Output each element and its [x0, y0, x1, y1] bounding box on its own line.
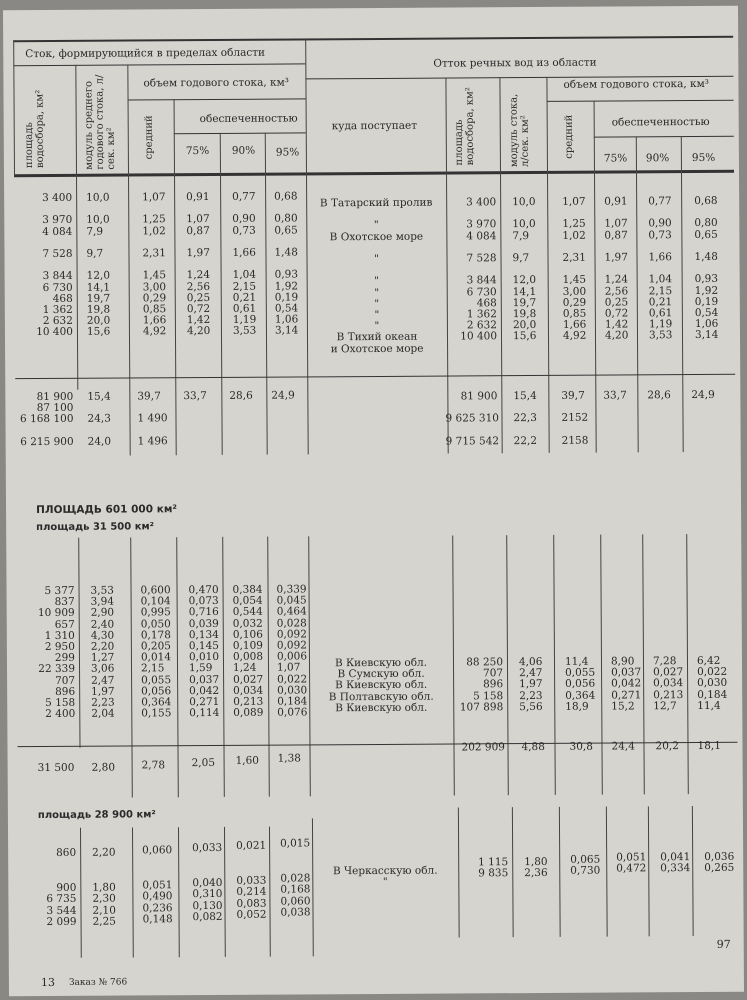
totals1-module: 15,4 24,3 24,0	[87, 390, 112, 448]
p75-header: 75%	[185, 144, 210, 158]
prob-rule-right	[594, 136, 734, 138]
totals1-mean: 39,7 1 490 1 496	[137, 390, 168, 448]
totals2-p90: 1,60	[235, 754, 260, 767]
totals2-area: 31 500	[37, 761, 75, 775]
top-rule	[13, 36, 733, 42]
column-divider	[600, 535, 603, 795]
area-header-right: площадь водосбора, км²	[453, 87, 476, 166]
p75-header-right: 75%	[603, 152, 628, 165]
totals1-area: 81 900 87 100 6 168 100 6 215 900	[20, 390, 74, 448]
column-divider	[547, 173, 550, 453]
column-divider	[692, 806, 694, 936]
column-divider	[130, 537, 133, 797]
totals2-module: 2,80	[91, 761, 116, 774]
section1-title: ПЛОЩАДЬ 601 000 км²	[36, 503, 178, 517]
header-divider	[305, 38, 307, 174]
block2-module: 3,53 3,94 2,90 2,40 4,30 2,20 1,27 3,06 2,47 1,97 2,23 2,04	[90, 584, 115, 720]
totals2-r-p90: 20,2	[655, 740, 679, 753]
module-header-right: модуль стока, л/сек. км²	[508, 93, 531, 168]
block3-r-p95: 0,036 0,265	[704, 850, 735, 875]
totals2-p75: 2,05	[191, 756, 216, 770]
block2-p75: 0,470 0,073 0,716 0,039 0,134 0,145 0,010 1,59 0,037 0,042 0,271 0,114	[188, 583, 220, 720]
block1-r-p75: 0,91 1,07 0,87 1,97 1,24 2,56 0,25 0,72 1,42 4,20	[604, 195, 629, 343]
module-header: модуль среднего годового стока, л/сек. км²	[83, 74, 117, 170]
column-divider	[553, 535, 556, 795]
section2-subtitle: площадь 28 900 км²	[37, 809, 156, 822]
p90-header: 90%	[231, 144, 256, 157]
block1-p90: 0,77 0,90 0,73 1,66 1,04 2,15 0,21 0,61 1,19 3,53	[232, 190, 257, 338]
block1-r-module: 10,0 10,0 7,9 9,7 12,0 14,1 19,7 19,8 20,0 15,6	[512, 196, 537, 343]
column-divider	[78, 538, 80, 748]
right-group-header: Отток речных вод из области	[433, 56, 597, 70]
header-divider	[594, 101, 595, 173]
totals1-r-mean: 39,7 2152 2158	[561, 389, 589, 447]
totals1-r-area: 81 900 9 625 310 9 715 542	[445, 390, 500, 448]
totals1-r-p75: 33,7	[603, 389, 627, 402]
block3-module: 2,20 1,80 2,30 2,10 2,25	[92, 846, 116, 928]
mean-header: средний	[143, 115, 155, 160]
totals1-p75: 33,7	[183, 390, 207, 403]
column-divider	[606, 807, 608, 937]
totals2-r-p75: 24,4	[611, 740, 635, 753]
block2-r-p90: 7,28 0,027 0,034 0,213 12,7	[652, 655, 684, 713]
column-divider	[269, 827, 271, 957]
prob-rule-left	[174, 132, 306, 134]
column-divider	[686, 534, 689, 794]
column-divider	[636, 172, 639, 452]
column-divider	[594, 173, 597, 453]
header-divider	[174, 99, 175, 175]
section1-subtitle: площадь 31 500 км²	[36, 521, 155, 534]
totals2-mean: 2,78	[141, 759, 166, 772]
block2-p95: 0,339 0,045 0,464 0,028 0,092 0,092 0,006 1,07 0,022 0,030 0,184 0,076	[276, 583, 308, 719]
block3-p75: 0,033 0,040 0,310 0,130 0,082	[192, 841, 223, 924]
sheet-number: 13	[40, 975, 55, 990]
block2-r-p95: 6,42 0,022 0,030 0,184 11,4	[696, 654, 728, 712]
block3-r-mean: 0,065 0,730	[570, 853, 601, 878]
block3-r-p75: 0,051 0,472	[616, 851, 647, 875]
column-divider	[265, 175, 268, 455]
column-divider	[681, 172, 684, 452]
header-bottom-rule	[14, 170, 734, 177]
volume-header: объем годового стока, км³	[143, 76, 289, 90]
column-divider	[648, 806, 650, 936]
block1-p75: 0,91 1,07 0,87 1,97 1,24 2,56 0,25 0,72 1,42 4,20	[186, 190, 211, 338]
totals1-p95: 24,9	[271, 389, 295, 402]
block3-r-module: 1,80 2,36	[524, 855, 548, 880]
block2-mean: 0,600 0,104 0,995 0,050 0,178 0,205 0,014 2,15 0,055 0,056 0,364 0,155	[140, 584, 172, 720]
block1-mean: 1,07 1,25 1,02 2,31 1,45 3,00 0,29 0,85 1,66 4,92	[142, 191, 167, 338]
block1-module: 10,0 10,0 7,9 9,7 12,0 14,1 19,7 19,8 20,0 15,6	[86, 191, 111, 339]
header-divider	[636, 136, 637, 172]
totals2-r-area: 202 909	[461, 741, 505, 754]
column-divider	[267, 537, 270, 797]
p95-header: 95%	[275, 146, 300, 159]
left-group-rule	[13, 63, 305, 66]
block1-r-area: 3 400 3 970 4 084 7 528 3 844 6 730 468 1 362 2 632 10 400	[460, 196, 498, 343]
block3-area: 860 900 6 735 3 544 2 099	[46, 846, 77, 929]
column-divider	[220, 175, 223, 455]
totals2-r-module: 4,88	[521, 740, 545, 754]
block2-area: 5 377 837 10 909 657 1 310 2 950 299 22 339 707 896 5 158 2 400	[37, 584, 76, 721]
header-divider	[445, 78, 447, 174]
volume-rule-right	[547, 100, 734, 102]
left-group-header: Сток, формирующийся в пределах области	[25, 46, 266, 61]
block3-r-area: 1 115 9 835	[478, 856, 509, 880]
column-divider	[76, 176, 78, 390]
block2-r-mean: 11,4 0,055 0,056 0,364 18,9	[564, 655, 596, 713]
mean-header-right: средний	[563, 114, 575, 159]
column-divider	[80, 828, 82, 958]
block1-destination: В Татарский пролив " В Охотское море " " " " " " В Тихий океан и Охотское море	[319, 196, 433, 355]
block2-r-module: 4,06 2,47 1,97 2,23 5,56	[518, 655, 543, 713]
totals1-r-module: 15,4 22,3 22,2	[513, 390, 538, 447]
volume-header-right: объем годового стока, км³	[563, 77, 709, 91]
document-page	[3, 6, 744, 996]
totals2-r-p95: 18,1	[697, 739, 721, 753]
header-divider	[13, 40, 15, 176]
column-divider	[222, 537, 225, 797]
totals1-rule	[15, 374, 735, 379]
probability-header: обеспеченностью	[199, 112, 298, 126]
column-divider	[132, 827, 134, 957]
header-divider	[546, 77, 548, 173]
column-divider	[500, 173, 503, 453]
totals1-r-p90: 28,6	[647, 389, 671, 402]
block1-p95: 0,68 0,80 0,65 1,48 0,93 1,92 0,19 0,54 1,06 3,14	[274, 190, 299, 338]
volume-rule-left	[128, 98, 306, 100]
column-divider	[559, 807, 561, 937]
block1-r-p90: 0,77 0,90 0,73 1,66 1,04 2,15 0,21 0,61 1,19 3,53	[648, 195, 673, 342]
totals1-p90: 28,6	[229, 389, 253, 402]
column-divider	[224, 827, 226, 957]
block3-p95: 0,015 0,028 0,168 0,060 0,038	[280, 837, 311, 919]
header-divider	[75, 65, 77, 176]
block3-p90: 0,021 0,033 0,214 0,083 0,052	[236, 839, 267, 921]
header-divider	[681, 136, 682, 172]
block1-r-mean: 1,07 1,25 1,02 2,31 1,45 3,00 0,29 0,85 1,66 4,92	[562, 195, 587, 343]
block1-r-p95: 0,68 0,80 0,65 1,48 0,93 1,92 0,19 0,54 1,06 3,14	[694, 194, 719, 342]
column-divider	[174, 175, 177, 455]
block3-destination: В Черкасскую обл. "	[332, 864, 438, 889]
totals1-r-p95: 24,9	[691, 388, 715, 402]
column-divider	[506, 535, 509, 795]
p95-header-right: 95%	[691, 151, 716, 165]
header-divider	[499, 77, 501, 173]
block3-r-p90: 0,041 0,334	[660, 851, 691, 875]
block3-mean: 0,060 0,051 0,490 0,236 0,148	[142, 844, 173, 926]
order-number: Заказ № 766	[68, 977, 128, 988]
block2-r-p75: 8,90 0,037 0,042 0,271 15,2	[610, 655, 642, 713]
header-divider	[220, 133, 221, 175]
probability-header-right: обеспеченностью	[611, 115, 710, 129]
column-divider	[178, 827, 180, 957]
column-divider	[176, 537, 179, 797]
block2-p90: 0,384 0,054 0,544 0,032 0,106 0,109 0,008 1,24 0,027 0,034 0,213 0,089	[232, 583, 264, 720]
column-divider	[128, 175, 131, 455]
p90-header-right: 90%	[645, 152, 670, 165]
column-divider	[512, 807, 514, 937]
column-divider	[642, 534, 645, 794]
block2-r-area: 88 250 707 896 5 158 107 898	[459, 656, 504, 714]
header-divider	[265, 133, 266, 175]
header-divider	[127, 64, 129, 175]
totals2-p95: 1,38	[277, 752, 301, 765]
totals2-r-mean: 30,8	[569, 740, 593, 753]
block1-area: 3 400 3 970 4 084 7 528 3 844 6 730 468 1 362 2 632 10 400	[36, 191, 74, 339]
destination-header: куда поступает	[331, 119, 418, 133]
block2-destination: В Киевскую обл. В Сумскую обл. В Киевскую обл. В Полтавскую обл. В Киевскую обл.	[328, 656, 434, 715]
page-number: 97	[716, 937, 731, 951]
area-header: площадь водосбора, км²	[23, 89, 46, 169]
